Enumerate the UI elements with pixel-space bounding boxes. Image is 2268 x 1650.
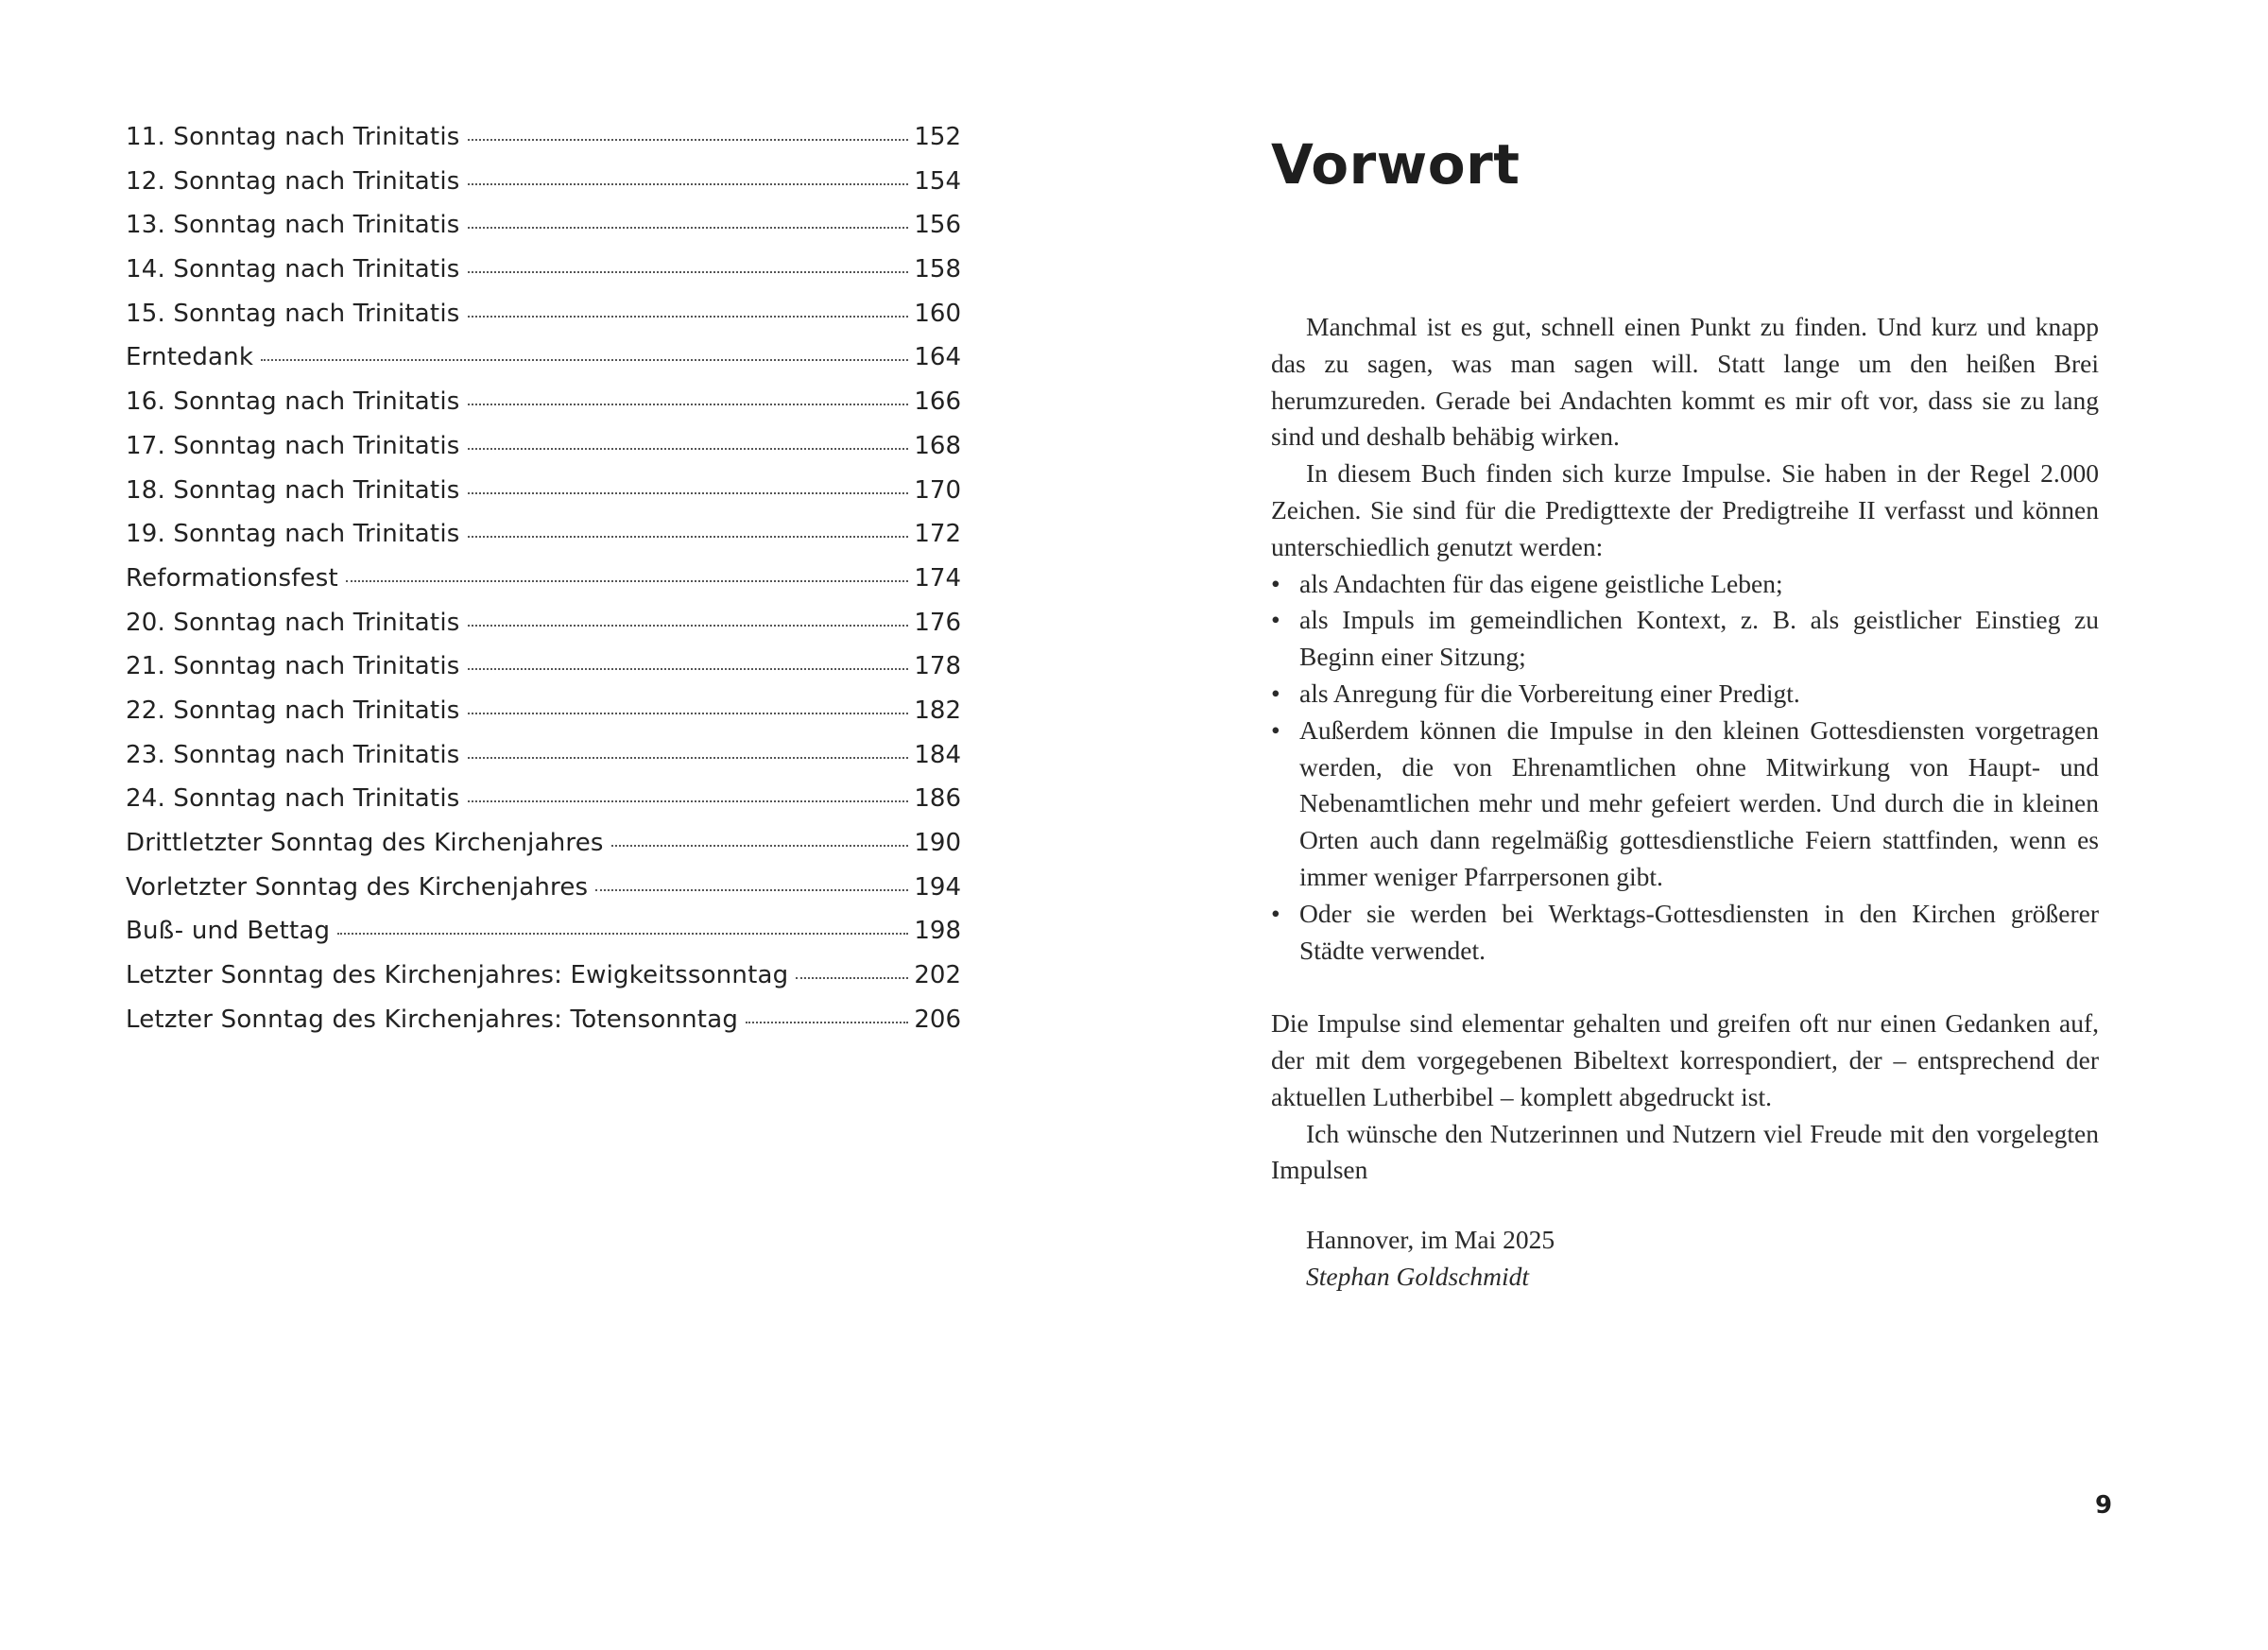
page-title: Vorwort — [1271, 132, 1521, 197]
dot-leader — [468, 492, 909, 494]
list-item: • als Impuls im gemeindlichen Kontext, z. B. als geistlicher Einstieg zu Beginn einer Sitzung; — [1271, 602, 2099, 676]
right-page — [1134, 0, 2268, 1650]
toc-entry[interactable] — [126, 512, 961, 557]
toc-entry-title: Letzter Sonntag des Kirchenjahres: Totensonntag — [126, 1005, 739, 1034]
toc-entry[interactable] — [126, 601, 961, 645]
toc-entry-title: Reformationsfest — [126, 563, 338, 593]
toc-entry[interactable] — [126, 557, 961, 601]
toc-entry-title: 18. Sonntag nach Trinitatis — [126, 475, 460, 505]
usage-list — [1271, 566, 2099, 970]
toc-entry-page: 152 — [914, 123, 961, 151]
dot-leader — [337, 933, 908, 935]
toc-entry[interactable] — [126, 424, 961, 469]
toc-entry-title: 14. Sonntag nach Trinitatis — [126, 255, 460, 284]
dot-leader — [468, 271, 909, 273]
toc-entry[interactable] — [126, 380, 961, 424]
toc-entry-page: 174 — [914, 563, 961, 593]
toc-entry-page: 194 — [914, 872, 961, 902]
toc-entry-page: 166 — [914, 387, 961, 417]
toc-entry[interactable] — [126, 115, 961, 160]
dot-leader — [611, 845, 909, 847]
toc-entry-title: Erntedank — [126, 343, 254, 372]
toc-entry-page: 154 — [914, 166, 961, 196]
toc-entry-title: 19. Sonntag nach Trinitatis — [126, 520, 460, 549]
toc-entry[interactable] — [126, 469, 961, 513]
dot-leader — [468, 448, 909, 450]
paragraph: Die Impulse sind elementar gehalten und greifen oft nur einen Gedanken auf, der mit dem vorgegebenen Bibeltext korrespondiert, der – entsprechend der aktuellen Lutherbibel – komplett abgedruckt ist. — [1271, 1008, 2099, 1111]
table-of-contents — [126, 115, 961, 1041]
list-item: • als Andachten für das eigene geistliche Leben; — [1271, 566, 2099, 603]
toc-entry-page: 186 — [914, 784, 961, 814]
dot-leader — [468, 713, 909, 714]
toc-entry-page: 184 — [914, 740, 961, 769]
toc-entry-page: 172 — [914, 520, 961, 549]
toc-entry[interactable] — [126, 733, 961, 778]
toc-entry[interactable] — [126, 866, 961, 910]
toc-entry-title: 17. Sonntag nach Trinitatis — [126, 431, 460, 460]
toc-entry-page: 168 — [914, 431, 961, 460]
paragraph: Ich wünsche den Nutzerinnen und Nutzern viel Freude mit den vorgelegten Impulsen — [1271, 1118, 2099, 1185]
dot-leader — [261, 359, 908, 361]
dot-leader — [746, 1022, 908, 1023]
toc-entry-page: 156 — [914, 211, 961, 240]
foreword-body — [1271, 309, 2099, 1189]
toc-entry-page: 206 — [914, 1005, 961, 1034]
dot-leader — [468, 625, 909, 627]
toc-entry-title: 15. Sonntag nach Trinitatis — [126, 299, 460, 328]
toc-entry-title: 24. Sonntag nach Trinitatis — [126, 784, 460, 814]
author-name: Stephan Goldschmidt — [1306, 1261, 1530, 1291]
toc-entry-title: 23. Sonntag nach Trinitatis — [126, 740, 460, 769]
toc-entry-page: 198 — [914, 917, 961, 946]
toc-entry[interactable] — [126, 645, 961, 689]
spacer — [1271, 969, 2099, 1005]
toc-entry[interactable] — [126, 954, 961, 998]
toc-entry-title: Vorletzter Sonntag des Kirchenjahres — [126, 872, 589, 902]
list-item: • als Anregung für die Vorbereitung einer Predigt. — [1271, 676, 2099, 713]
dot-leader — [468, 404, 909, 405]
dot-leader — [595, 889, 908, 891]
toc-entry-title: Letzter Sonntag des Kirchenjahres: Ewigkeitssonntag — [126, 961, 789, 990]
toc-entry-page: 176 — [914, 608, 961, 637]
dot-leader — [468, 668, 909, 670]
toc-entry-page: 158 — [914, 255, 961, 284]
toc-entry-page: 182 — [914, 696, 961, 725]
toc-entry-page: 178 — [914, 652, 961, 681]
place-date: Hannover, im Mai 2025 — [1306, 1225, 1555, 1254]
paragraph: In diesem Buch finden sich kurze Impulse. Sie haben in der Regel 2.000 Zeichen. Sie sind für die Predigttexte der Predigtreihe II verfasst und können unterschiedlich genutzt werden: — [1271, 458, 2099, 561]
dot-leader — [468, 536, 909, 538]
toc-entry-page: 170 — [914, 475, 961, 505]
toc-entry-page: 190 — [914, 829, 961, 857]
dot-leader — [346, 580, 908, 582]
dot-leader — [468, 757, 909, 759]
toc-entry-title: Buß- und Bettag — [126, 917, 331, 946]
list-item: • Außerdem können die Impulse in den kleinen Gottesdiensten vorgetragen werden, die von Ehrenamtlichen ohne Mitwirkung von Haupt- und Nebenamtlichen mehr und mehr gefeiert werden. Und durch die in kleinen Orten auch dann regelmäßig gottesdienstliche Feiern stattfinden, wenn es immer weniger Pfarrpersonen gibt. — [1271, 713, 2099, 896]
page-number: 9 — [2095, 1491, 2113, 1520]
dot-leader — [796, 977, 908, 979]
dot-leader — [468, 800, 909, 802]
toc-entry-page: 164 — [914, 343, 961, 372]
toc-entry-title: 20. Sonntag nach Trinitatis — [126, 608, 460, 637]
dot-leader — [468, 183, 909, 185]
toc-entry[interactable] — [126, 777, 961, 821]
list-item: • Oder sie werden bei Werktags-Gottesdiensten in den Kirchen größerer Städte verwendet. — [1271, 896, 2099, 970]
toc-entry-page: 160 — [914, 299, 961, 328]
toc-entry[interactable] — [126, 292, 961, 336]
toc-entry-title: Drittletzter Sonntag des Kirchenjahres — [126, 829, 604, 857]
toc-entry[interactable] — [126, 248, 961, 292]
toc-entry-title: 16. Sonntag nach Trinitatis — [126, 387, 460, 417]
toc-entry[interactable] — [126, 203, 961, 248]
dot-leader — [468, 139, 909, 141]
toc-entry[interactable] — [126, 909, 961, 954]
toc-entry-title: 21. Sonntag nach Trinitatis — [126, 652, 460, 681]
toc-entry[interactable] — [126, 689, 961, 733]
toc-entry[interactable] — [126, 160, 961, 204]
toc-entry-page: 202 — [914, 961, 961, 990]
signature-block — [1306, 1222, 1555, 1296]
toc-entry-title: 13. Sonntag nach Trinitatis — [126, 211, 460, 240]
toc-entry-title: 11. Sonntag nach Trinitatis — [126, 123, 460, 151]
toc-entry-title: 22. Sonntag nach Trinitatis — [126, 696, 460, 725]
toc-entry[interactable] — [126, 821, 961, 866]
paragraph: Manchmal ist es gut, schnell einen Punkt zu finden. Und kurz und knapp das zu sagen, was man sagen will. Statt lange um den heißen Brei herumzureden. Gerade bei Andachten kommt es mir oft vor, dass sie zu lang sind und deshalb behäbig wirken. — [1271, 312, 2099, 452]
toc-entry[interactable] — [126, 335, 961, 380]
dot-leader — [468, 316, 909, 318]
toc-entry-title: 12. Sonntag nach Trinitatis — [126, 166, 460, 196]
dot-leader — [468, 227, 909, 229]
toc-entry[interactable] — [126, 998, 961, 1042]
